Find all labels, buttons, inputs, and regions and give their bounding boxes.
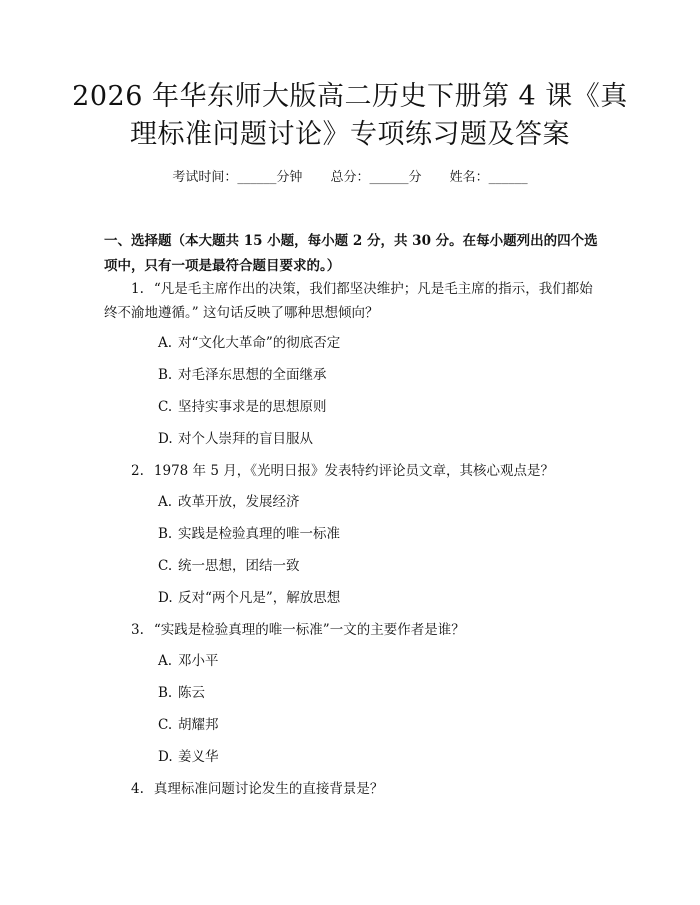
option-text: 对毛泽东思想的全面继承: [178, 367, 327, 383]
option-text: 对个人崇拜的盲目服从: [178, 431, 313, 447]
question-3-option-c: [158, 715, 219, 735]
question-1-option-b: [158, 365, 327, 385]
question-3-option-b: [158, 683, 205, 703]
question-2-option-c: [158, 556, 300, 576]
option-text: 对“文化大革命”的彻底否定: [178, 335, 341, 351]
option-text: 反对“两个凡是”，解放思想: [178, 590, 341, 606]
exam-student-name: 姓名：______: [449, 170, 528, 185]
option-letter: D.: [158, 749, 173, 765]
option-letter: B.: [158, 526, 173, 542]
option-letter: A.: [158, 494, 173, 510]
question-1-option-c: [158, 397, 327, 417]
question-number: 4.: [131, 781, 144, 797]
option-letter: A.: [158, 653, 173, 669]
question-1-option-d: [158, 429, 313, 449]
option-letter: B.: [158, 685, 173, 701]
question-3-option-a: [158, 651, 219, 671]
question-4: [104, 777, 600, 801]
option-text: 改革开放，发展经济: [178, 494, 300, 510]
question-1: [104, 277, 600, 325]
section-heading: 一、选择题（本大题共 15 小题，每小题 2 分，共 30 分。在每小题列出的四个选项中，只有一项是最符合题目要求的。）: [104, 233, 598, 274]
option-text: 邓小平: [178, 653, 219, 669]
option-letter: D.: [158, 590, 173, 606]
option-letter: C.: [158, 399, 173, 415]
option-text: 统一思想，团结一致: [178, 558, 300, 574]
question-2-option-a: [158, 492, 300, 512]
option-text: 陈云: [178, 685, 205, 701]
option-letter: C.: [158, 717, 173, 733]
question-3-option-d: [158, 747, 219, 767]
option-letter: B.: [158, 367, 173, 383]
option-letter: C.: [158, 558, 173, 574]
question-stem: “凡是毛主席作出的决策，我们都坚决维护；凡是毛主席的指示，我们都始终不渝地遵循。” 这句话反映了哪种思想倾向？: [104, 281, 593, 321]
exam-total-score: 总分：______分: [330, 170, 422, 185]
option-letter: D.: [158, 431, 173, 447]
question-number: 1.: [131, 281, 144, 297]
question-2-option-b: [158, 524, 340, 544]
page-title: 2026 年华东师大版高二历史下册第 4 课《真理标准问题讨论》专项练习题及答案: [72, 81, 628, 150]
option-text: 姜义华: [178, 749, 219, 765]
question-number: 2.: [131, 463, 144, 479]
option-text: 坚持实事求是的思想原则: [178, 399, 327, 415]
question-stem: 1978 年 5 月，《光明日报》发表特约评论员文章，其核心观点是？: [153, 463, 554, 479]
question-3: [104, 618, 600, 642]
question-2-option-d: [158, 588, 340, 608]
question-1-option-a: [158, 333, 340, 353]
question-stem: “实践是检验真理的唯一标准”一文的主要作者是谁？: [153, 622, 465, 638]
option-text: 实践是检验真理的唯一标准: [178, 526, 340, 542]
option-text: 胡耀邦: [178, 717, 219, 733]
exam-time: 考试时间：______分钟: [172, 170, 303, 185]
exam-info: [0, 168, 700, 188]
question-2: [104, 459, 600, 483]
question-number: 3.: [131, 622, 144, 638]
option-letter: A.: [158, 335, 173, 351]
question-stem: 真理标准问题讨论发生的直接背景是？: [153, 781, 384, 797]
